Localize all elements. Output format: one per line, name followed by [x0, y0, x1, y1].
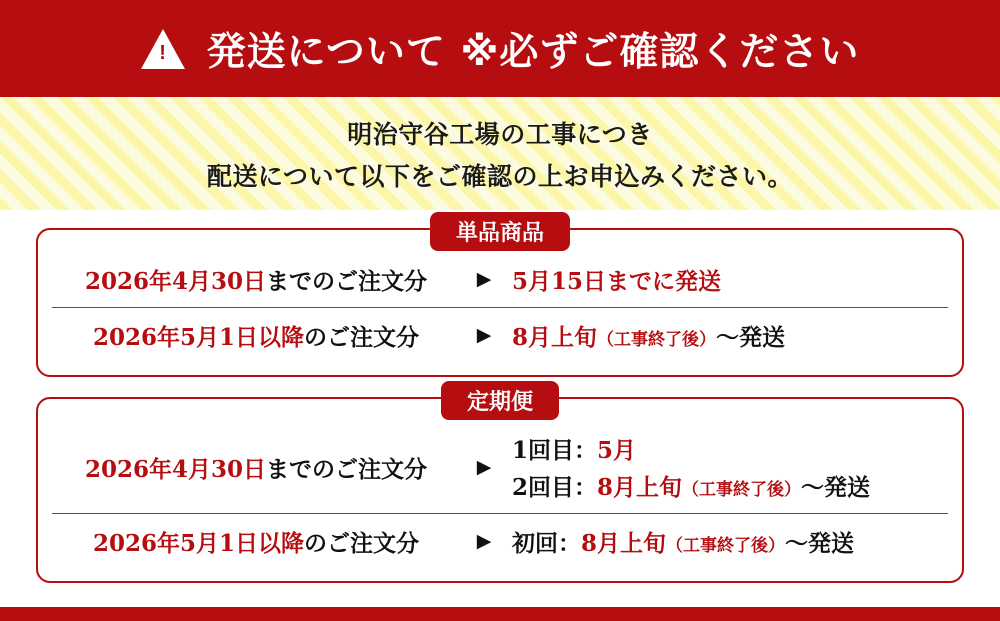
arrow-icon: ▶: [476, 531, 492, 552]
result-note: （工事終了後）: [682, 480, 802, 500]
arrow-icon: ▶: [476, 325, 492, 346]
result-note: （工事終了後）: [597, 330, 717, 350]
result-cell: [512, 261, 944, 298]
content-body: [0, 210, 1000, 583]
condition-cell: [56, 263, 456, 296]
table-row: [52, 308, 948, 363]
result-suffix: ～発送: [785, 530, 855, 557]
table-row: [52, 514, 948, 569]
subtitle-banner: [0, 97, 1000, 210]
condition-cell: [56, 451, 456, 484]
result-highlight: 5月: [597, 437, 637, 464]
condition-cell: [56, 319, 456, 352]
result-highlight: 8月上旬: [581, 530, 667, 557]
result-highlight: 5月15日までに発送: [512, 268, 722, 295]
result-cell: [512, 317, 944, 354]
arrow-icon: ▶: [476, 456, 492, 478]
result-line-1: [512, 430, 944, 467]
condition-date: 2026年5月1日以降: [92, 324, 305, 351]
condition-suffix: のご注文分: [304, 530, 420, 557]
condition-date: 2026年4月30日: [84, 455, 267, 483]
result-prefix: 2回目：: [512, 474, 598, 501]
condition-suffix: までのご注文分: [266, 268, 428, 295]
section-subscription: [36, 390, 964, 583]
table-row: [52, 421, 948, 514]
result-suffix: ～発送: [716, 324, 786, 351]
condition-date: 2026年4月30日: [84, 268, 267, 295]
subtitle-line-1: 明治守谷工場の工事につき: [347, 119, 653, 149]
arrow-icon: ▶: [476, 269, 492, 290]
result-prefix: 初回：: [512, 530, 581, 557]
table-row: [52, 252, 948, 308]
condition-suffix: のご注文分: [304, 324, 420, 351]
result-highlight: 8月上旬: [512, 324, 598, 351]
section-label-subscription: 定期便: [441, 381, 559, 420]
condition-date: 2026年5月1日以降: [92, 530, 305, 557]
warning-triangle-icon: !: [141, 29, 185, 69]
footer-bar: [0, 607, 1000, 621]
result-cell: [512, 430, 944, 504]
result-suffix: ～発送: [801, 474, 871, 501]
subtitle-line-2: 配送について以下をご確認の上お申込みください。: [206, 161, 793, 191]
result-highlight: 8月上旬: [597, 474, 683, 501]
condition-cell: [56, 525, 456, 558]
page-title: 発送について ※必ずご確認ください: [206, 29, 860, 75]
header-banner: [0, 0, 1000, 97]
section-single-item: [36, 221, 964, 377]
section-label-single: 単品商品: [430, 212, 570, 251]
condition-suffix: までのご注文分: [266, 455, 428, 483]
result-note: （工事終了後）: [666, 536, 786, 556]
result-prefix: 1回目：: [512, 437, 598, 464]
result-line-2: [512, 467, 944, 504]
result-cell: [512, 523, 944, 560]
